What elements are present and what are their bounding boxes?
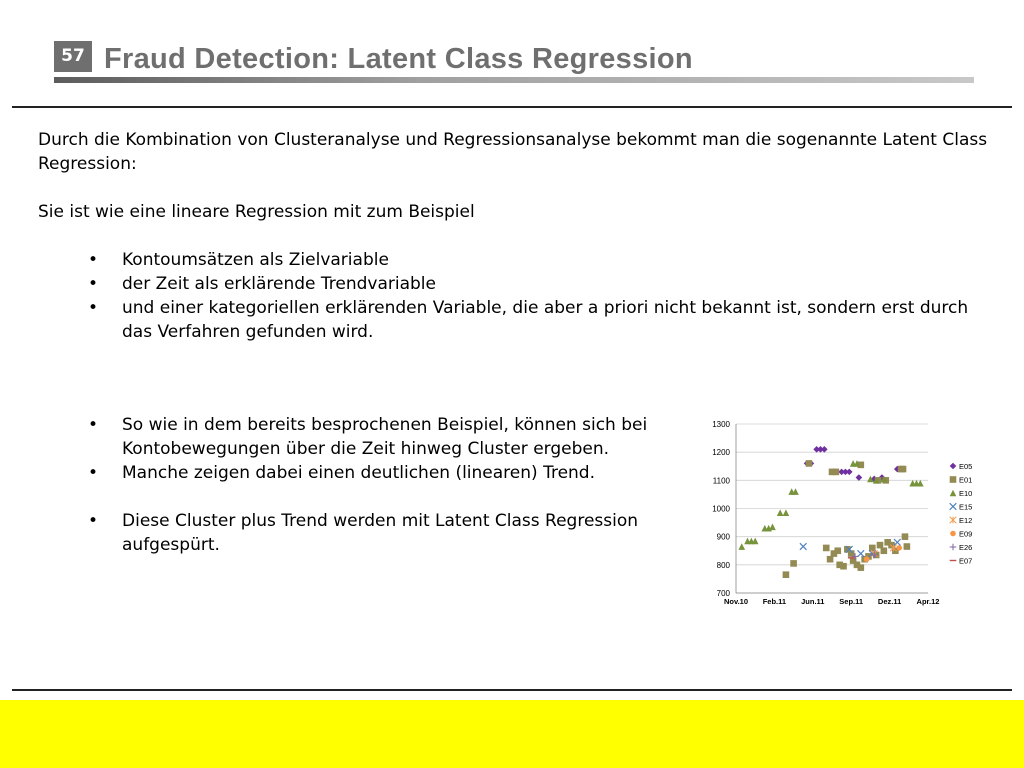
legend-label: E05: [959, 462, 973, 471]
legend-marker-e26: [950, 544, 957, 551]
data-point-e15: [800, 543, 807, 550]
bullet-item: • der Zeit als erklärende Trendvariable: [122, 272, 988, 296]
data-point-e01: [881, 547, 888, 554]
data-point-e10: [769, 524, 776, 531]
legend-label: E26: [959, 543, 973, 552]
legend-label: E07: [959, 556, 973, 566]
bullet-item: • So wie in dem bereits besprochenen Beispiel, können sich bei Kontobewegungen über die Zeit hinweg Cluster ergeben.: [122, 413, 698, 461]
data-point-e05: [846, 469, 853, 476]
lower-bullet-list-2: [38, 509, 698, 557]
data-point-e01: [840, 563, 847, 570]
y-tick-label: 700: [716, 589, 730, 598]
y-tick-label: 1100: [712, 476, 730, 486]
data-point-e15: [858, 550, 865, 557]
data-point-e01: [858, 564, 865, 571]
example-lead-paragraph: Sie ist wie eine lineare Regression mit zum Beispiel: [38, 202, 475, 222]
bottom-divider: [12, 689, 1012, 691]
bullet-item: • und einer kategoriellen erklärenden Variable, die aber a priori nicht bekannt ist, sondern erst durch das Verfahren gefunden wird.: [122, 296, 988, 344]
lower-section: [38, 413, 698, 557]
intro-bullet-list: [38, 248, 988, 344]
legend-marker-e05: [950, 463, 957, 470]
bullet-item: • Kontoumsätzen als Zielvariable: [122, 248, 988, 272]
lower-bullet-list: [38, 413, 698, 485]
data-point-e09: [896, 545, 902, 551]
bullet-item: • Manche zeigen dabei einen deutlichen (linearen) Trend.: [122, 461, 698, 485]
data-point-e05: [856, 474, 863, 481]
title-underline-bar: [54, 77, 974, 83]
data-point-e10: [783, 509, 790, 516]
bullet-item: • Diese Cluster plus Trend werden mit Latent Class Regression aufgespürt.: [122, 509, 698, 557]
slide-title: Fraud Detection: Latent Class Regression: [104, 43, 693, 75]
x-tick-label: Sep.11: [839, 597, 864, 606]
cluster-scatter-chart: [700, 410, 990, 615]
data-point-e01: [900, 466, 907, 473]
data-point-e01: [827, 556, 834, 563]
data-point-e01: [790, 560, 797, 567]
data-point-e01: [902, 533, 909, 540]
legend-label: E10: [959, 489, 973, 498]
legend-label: E09: [959, 529, 973, 539]
intro-paragraph: Durch die Kombination von Clusteranalyse und Regressionsanalyse bekommt man die sogenannte Latent Class Regression:: [38, 130, 988, 174]
y-tick-label: 1000: [712, 504, 730, 514]
legend-marker-e15: [950, 503, 957, 510]
data-point-e10: [777, 509, 784, 516]
data-point-e01: [806, 460, 813, 467]
y-tick-label: 1300: [712, 420, 730, 429]
y-tick-label: 1200: [712, 448, 730, 458]
x-tick-label: Nov.10: [723, 597, 749, 606]
data-point-e15: [894, 539, 901, 546]
x-tick-label: Apr.12: [916, 597, 940, 606]
x-tick-label: Dez.11: [877, 597, 902, 606]
data-point-e01: [783, 571, 790, 578]
legend-marker-e12: [950, 517, 957, 524]
data-point-e01: [869, 545, 876, 552]
footer-band: [0, 700, 1024, 768]
data-point-e01: [834, 547, 841, 554]
legend-label: E12: [959, 516, 973, 525]
data-point-e01: [904, 543, 911, 550]
x-tick-label: Feb.11: [762, 597, 787, 606]
y-tick-label: 900: [716, 532, 730, 542]
top-divider: [12, 106, 1012, 108]
legend-marker-e01: [950, 476, 957, 483]
legend-marker-e09: [950, 531, 956, 537]
slide-number: 57: [54, 41, 92, 72]
legend-label: E01: [959, 475, 973, 485]
data-point-e09: [864, 556, 870, 562]
legend-label: E15: [959, 502, 973, 512]
intro-section: [38, 128, 988, 344]
data-point-e10: [738, 543, 745, 550]
data-point-e01: [823, 545, 830, 552]
legend-marker-e10: [950, 490, 957, 497]
y-tick-label: 800: [716, 560, 730, 570]
data-point-e01: [877, 542, 884, 549]
data-point-e05: [821, 446, 828, 453]
data-point-e01: [833, 469, 840, 476]
x-tick-label: Jun.11: [801, 597, 825, 606]
